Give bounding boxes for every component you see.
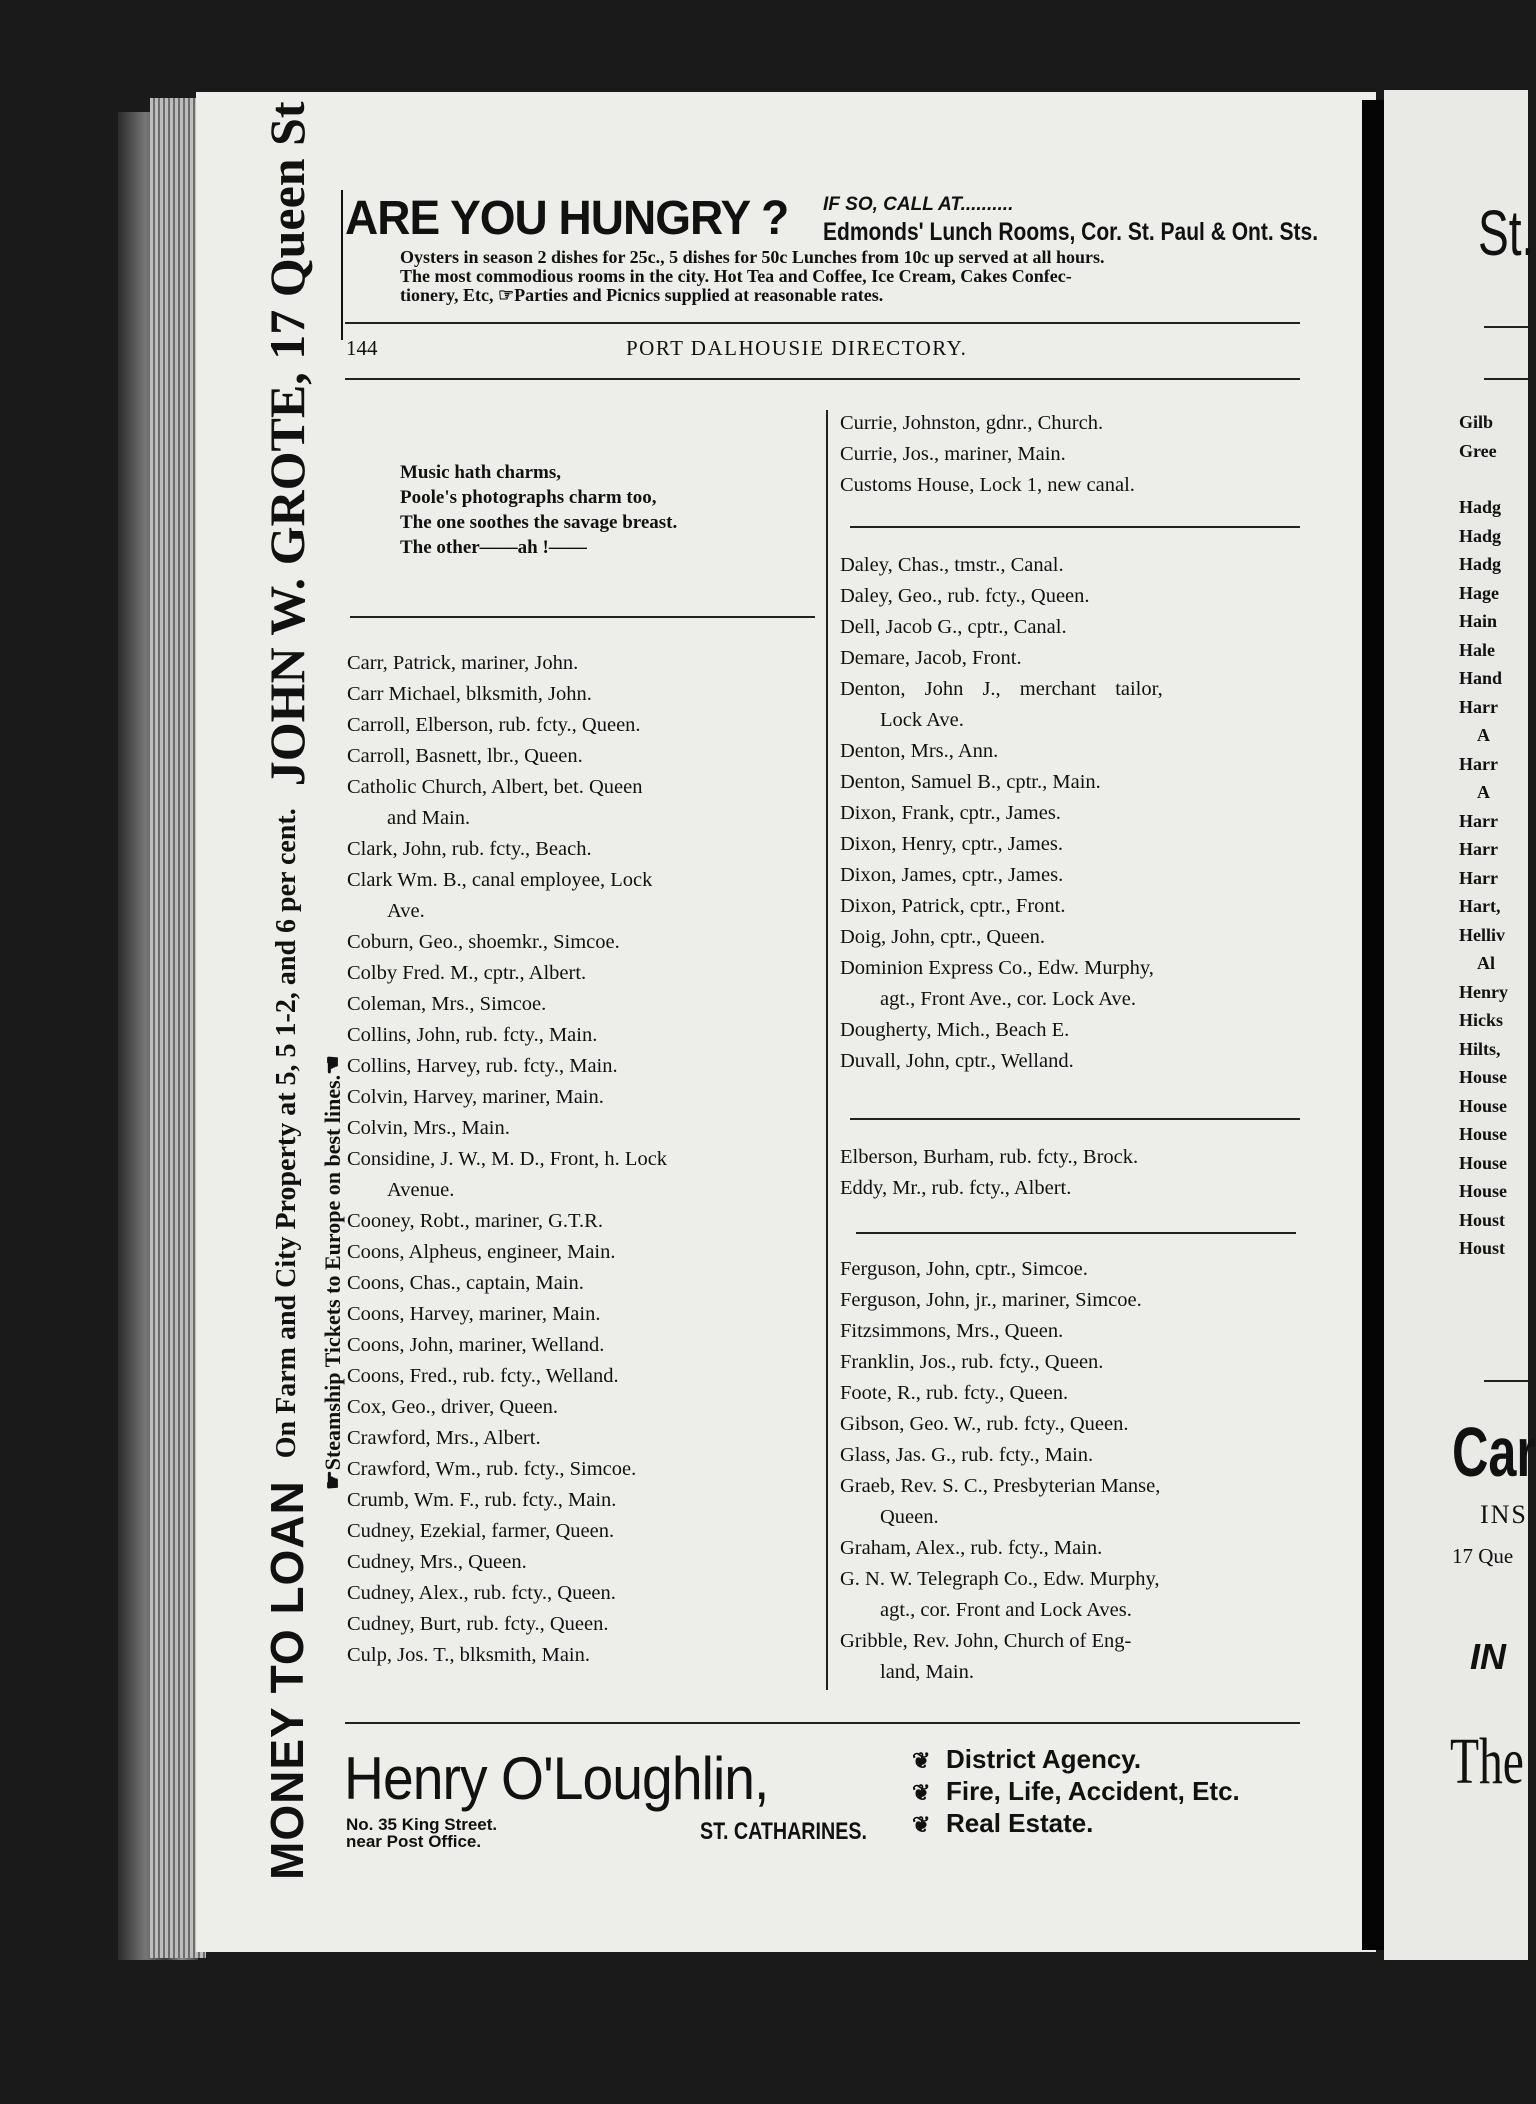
- next-page-entry: Harr: [1459, 753, 1498, 774]
- directory-entry-continued: agt., cor. Front and Lock Aves.: [880, 1599, 1132, 1621]
- next-page-entry: House: [1459, 1067, 1508, 1087]
- directory-entry-continued: Ave.: [387, 900, 425, 922]
- directory-entry: Elberson, Burham, rub. fcty., Brock.: [840, 1146, 1139, 1168]
- directory-entry: Crumb, Wm. F., rub. fcty., Main.: [347, 1489, 617, 1511]
- next-page-entry: A: [1477, 725, 1490, 745]
- next-page-rule-3: [1484, 1380, 1528, 1382]
- directory-entry: Duvall, John, cptr., Welland.: [840, 1050, 1074, 1072]
- hungry-line: The most commodious rooms in the city. Hot Tea and Coffee, Ice Cream, Cakes Confec-: [400, 266, 1072, 286]
- directory-entry: Denton, Samuel B., cptr., Main.: [840, 771, 1101, 793]
- next-page-rule-2: [1484, 378, 1528, 380]
- next-page-addr: 17 Que: [1452, 1544, 1514, 1568]
- next-page-entry: A: [1477, 782, 1490, 802]
- directory-entry-continued: Avenue.: [387, 1179, 455, 1201]
- next-page-entry: Hadg: [1459, 554, 1502, 574]
- next-page-entry: House: [1459, 1095, 1508, 1116]
- directory-entry: Ferguson, John, cptr., Simcoe.: [840, 1258, 1088, 1280]
- directory-entry: Crawford, Wm., rub. fcty., Simcoe.: [347, 1458, 637, 1480]
- directory-entry: Denton, John J., merchant tailor,: [840, 678, 1163, 700]
- running-head-rule: [345, 378, 1300, 380]
- service-label: Real Estate.: [946, 1808, 1094, 1838]
- agent-name: JOHN W. GROTE, 17 Queen St: [259, 101, 315, 787]
- next-page-entry: Harr: [1459, 839, 1498, 859]
- directory-entry: Cudney, Alex., rub. fcty., Queen.: [347, 1582, 616, 1604]
- right-column-d: [840, 550, 1163, 1077]
- hungry-call: IF SO, CALL AT..........: [823, 194, 1014, 215]
- directory-entry-continued: agt., Front Ave., cor. Lock Ave.: [880, 988, 1137, 1010]
- henry-services: [912, 1744, 1240, 1840]
- column-divider: [826, 410, 828, 1690]
- next-page-top: St.: [1478, 197, 1535, 269]
- next-page-entry: Houst: [1459, 1238, 1506, 1258]
- service-label: District Agency.: [946, 1744, 1142, 1774]
- directory-entry-continued: land, Main.: [880, 1661, 974, 1683]
- next-page-entry: Hage: [1459, 582, 1499, 603]
- header-rule: [345, 322, 1300, 324]
- directory-entry: Coburn, Geo., shoemkr., Simcoe.: [347, 931, 620, 953]
- next-page-entry: Hart,: [1459, 896, 1501, 916]
- loan-terms: On Farm and City Property at 5, 5 1-2, and 6 per cent.: [271, 808, 302, 1459]
- right-column-e: [840, 1142, 1138, 1204]
- henry-oloughlin-name: Henry O'Loughlin,: [344, 1745, 769, 1812]
- next-page-in: IN: [1470, 1636, 1506, 1677]
- service-item: [912, 1776, 1240, 1808]
- book-gutter: [1362, 100, 1384, 1950]
- directory-entry: Dell, Jacob G., cptr., Canal.: [840, 616, 1067, 638]
- directory-entry: G. N. W. Telegraph Co., Edw. Murphy,: [840, 1568, 1160, 1590]
- directory-entry: Eddy, Mr., rub. fcty., Albert.: [840, 1177, 1072, 1199]
- next-page-entry: Gilb: [1459, 412, 1494, 432]
- directory-entry: Dixon, Henry, cptr., James.: [840, 833, 1063, 855]
- poem-line: The one soothes the savage breast.: [400, 512, 678, 533]
- directory-entry: Colvin, Harvey, mariner, Main.: [347, 1086, 604, 1108]
- directory-entry: Customs House, Lock 1, new canal.: [840, 474, 1135, 496]
- directory-entry: Clark Wm. B., canal employee, Lock: [347, 869, 653, 891]
- directory-entry-continued: Queen.: [880, 1506, 939, 1528]
- poem-line: Poole's photographs charm too,: [400, 487, 657, 508]
- service-item: [912, 1808, 1240, 1840]
- poem-rule: [350, 616, 815, 618]
- poem-line: Music hath charms,: [400, 462, 561, 483]
- directory-entry: Doig, John, cptr., Queen.: [840, 926, 1045, 948]
- next-page-ca: Car: [1452, 1413, 1536, 1491]
- next-page-entry: Harr: [1459, 810, 1498, 831]
- directory-entry: Coons, Harvey, mariner, Main.: [347, 1303, 601, 1325]
- hungry-title: ARE YOU HUNGRY ?: [345, 189, 789, 245]
- directory-entry: Coons, Chas., captain, Main.: [347, 1272, 584, 1294]
- next-page-entry: Hicks: [1459, 1010, 1504, 1030]
- service-item: [912, 1744, 1240, 1776]
- directory-entry: Currie, Jos., mariner, Main.: [840, 443, 1066, 465]
- directory-entry: Coons, Alpheus, engineer, Main.: [347, 1241, 616, 1263]
- header-ad-divider: [341, 190, 343, 340]
- directory-entry: Gribble, Rev. John, Church of Eng-: [840, 1630, 1132, 1652]
- henry-city: ST. CATHARINES.: [700, 1818, 867, 1845]
- directory-entry: Clark, John, rub. fcty., Beach.: [347, 838, 592, 860]
- next-page-entry: Al: [1477, 953, 1495, 973]
- directory-entry: Currie, Johnston, gdnr., Church.: [840, 412, 1104, 434]
- directory-entry: Coons, John, mariner, Welland.: [347, 1334, 605, 1356]
- directory-entry: Graham, Alex., rub. fcty., Main.: [840, 1537, 1103, 1559]
- next-page-entry: Hilts,: [1459, 1038, 1501, 1059]
- directory-entry: Collins, Harvey, rub. fcty., Main.: [347, 1055, 618, 1077]
- directory-entry: Considine, J. W., M. D., Front, h. Lock: [347, 1148, 668, 1170]
- next-page-list: [1459, 408, 1508, 1263]
- next-page-entry: Henry: [1459, 981, 1508, 1002]
- next-page-entry: Houst: [1459, 1209, 1506, 1230]
- directory-entry-continued: and Main.: [387, 807, 471, 829]
- next-page-entry: Harr: [1459, 867, 1498, 888]
- next-page-entry: Hale: [1459, 639, 1495, 660]
- directory-entry: Carr Michael, blksmith, John.: [347, 683, 592, 705]
- directory-entry: Foote, R., rub. fcty., Queen.: [840, 1382, 1069, 1404]
- hungry-line: tionery, Etc, ☞Parties and Picnics supplied at reasonable rates.: [400, 285, 884, 305]
- directory-entry: Franklin, Jos., rub. fcty., Queen.: [840, 1351, 1104, 1373]
- left-column-entries: [347, 648, 817, 1671]
- directory-entry: Cudney, Mrs., Queen.: [347, 1551, 527, 1573]
- directory-entry: Coleman, Mrs., Simcoe.: [347, 993, 547, 1015]
- henry-address: [346, 1816, 497, 1850]
- directory-entry: Carroll, Basnett, lbr., Queen.: [347, 745, 583, 767]
- directory-entry: Demare, Jacob, Front.: [840, 647, 1022, 669]
- section-rule-e: [850, 1118, 1300, 1120]
- directory-entry-continued: Lock Ave.: [880, 709, 964, 731]
- next-page-entry: Hadg: [1459, 525, 1502, 546]
- right-column-fg: [840, 1254, 1160, 1688]
- lunch-rooms-address: Edmonds' Lunch Rooms, Cor. St. Paul & Ont. Sts.: [823, 218, 1319, 246]
- directory-entry: Denton, Mrs., Ann.: [840, 740, 999, 762]
- address-line: near Post Office.: [346, 1832, 482, 1851]
- section-rule-d: [850, 526, 1300, 528]
- next-page-entry: Helliv: [1459, 924, 1505, 945]
- fleuron-icon: ❦: [912, 1812, 931, 1837]
- next-page-ins: INS: [1480, 1500, 1528, 1529]
- right-column-c: [840, 408, 1135, 501]
- poem-line: The other——ah !——: [400, 537, 587, 558]
- directory-entry: Colvin, Mrs., Main.: [347, 1117, 510, 1139]
- directory-entry: Catholic Church, Albert, bet. Queen: [347, 776, 643, 798]
- directory-entry: Dominion Express Co., Edw. Murphy,: [840, 957, 1154, 979]
- address-line: No. 35 King Street.: [346, 1815, 498, 1834]
- directory-entry: Coons, Fred., rub. fcty., Welland.: [347, 1365, 619, 1387]
- directory-entry: Cudney, Ezekial, farmer, Queen.: [347, 1520, 615, 1542]
- hungry-line: Oysters in season 2 dishes for 25c., 5 dishes for 50c Lunches from 10c up served at all hours.: [400, 247, 1105, 267]
- next-page-entry: Hain: [1459, 611, 1498, 631]
- directory-entry: Collins, John, rub. fcty., Main.: [347, 1024, 598, 1046]
- next-page-entry: Hand: [1459, 668, 1503, 688]
- directory-entry: Carroll, Elberson, rub. fcty., Queen.: [347, 714, 641, 736]
- next-page-entry: House: [1459, 1152, 1508, 1173]
- directory-entry: Dougherty, Mich., Beach E.: [840, 1019, 1070, 1041]
- directory-entry: Crawford, Mrs., Albert.: [347, 1427, 541, 1449]
- next-page-rule-1: [1484, 326, 1528, 328]
- fleuron-icon: ❦: [912, 1780, 931, 1805]
- next-page-the: The: [1450, 1725, 1524, 1798]
- service-label: Fire, Life, Accident, Etc.: [946, 1776, 1240, 1806]
- directory-entry: Glass, Jas. G., rub. fcty., Main.: [840, 1444, 1094, 1466]
- next-page-entry: [1459, 465, 1508, 493]
- directory-entry: Cox, Geo., driver, Queen.: [347, 1396, 558, 1418]
- directory-entry: Cooney, Robt., mariner, G.T.R.: [347, 1210, 603, 1232]
- money-to-loan: MONEY TO LOAN: [261, 1480, 313, 1880]
- poole-poem: [400, 460, 677, 560]
- section-rule-f: [856, 1232, 1296, 1234]
- directory-entry: Gibson, Geo. W., rub. fcty., Queen.: [840, 1413, 1129, 1435]
- next-page-entry: House: [1459, 1181, 1508, 1201]
- next-page-entry: Harr: [1459, 696, 1498, 717]
- directory-entry: Dixon, Patrick, cptr., Front.: [840, 895, 1066, 917]
- next-page-entry: Hadg: [1459, 497, 1502, 517]
- next-page-entry: Gree: [1459, 440, 1497, 461]
- directory-entry: Carr, Patrick, mariner, John.: [347, 652, 579, 674]
- directory-entry: Cudney, Burt, rub. fcty., Queen.: [347, 1613, 609, 1635]
- hungry-details: [400, 248, 1320, 305]
- running-head: PORT DALHOUSIE DIRECTORY.: [626, 336, 968, 360]
- directory-entry: Fitzsimmons, Mrs., Queen.: [840, 1320, 1064, 1342]
- directory-entry: Daley, Chas., tmstr., Canal.: [840, 554, 1064, 576]
- next-page-entry: House: [1459, 1124, 1508, 1144]
- directory-entry: Dixon, Frank, cptr., James.: [840, 802, 1061, 824]
- directory-entry: Daley, Geo., rub. fcty., Queen.: [840, 585, 1090, 607]
- directory-entry: Graeb, Rev. S. C., Presbyterian Manse,: [840, 1475, 1161, 1497]
- directory-entry: Dixon, James, cptr., James.: [840, 864, 1064, 886]
- steamship-tickets: ☛Steamship Tickets to Europe on best lines.☚: [320, 1055, 345, 1490]
- header-advertisement: [345, 189, 1319, 305]
- directory-entry: Culp, Jos. T., blksmith, Main.: [347, 1644, 590, 1666]
- directory-entry: Colby Fred. M., cptr., Albert.: [347, 962, 587, 984]
- fleuron-icon: ❦: [912, 1748, 931, 1773]
- footer-rule: [345, 1722, 1300, 1724]
- directory-entry: Ferguson, John, jr., mariner, Simcoe.: [840, 1289, 1142, 1311]
- page-number: 144: [346, 336, 378, 360]
